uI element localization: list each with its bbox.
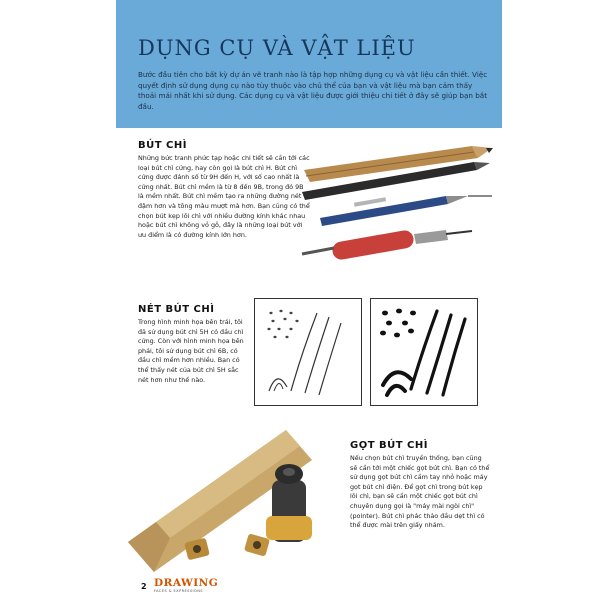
section-title-sharpening: GỌT BÚT CHÌ [350, 440, 428, 451]
section-body-sharpening: Nếu chọn bút chì truyền thống, bạn cũng sẽ cần tới một chiếc gọt bút chì. Bạn có thể sử dụng gọt bút chì cầm tay nhỏ hoặc máy gọt bút chì điện. Để gọt chì trong bút kẹp lõi chì, bạn sẽ cần một chiếc gọt bút chì chuyên dụng gọi là "máy mài ngòi chì" (pointer). Bút chì phác thảo đầu dẹt thì có thể được mài trên giấy nhám. [350, 454, 490, 530]
logo-subtext: FACES & EXPRESSIONS [154, 589, 203, 593]
header-band [116, 0, 502, 128]
page-number: 2 [141, 582, 147, 591]
section-body-pencils: Những bức tranh phức tạp hoặc chi tiết sẽ cần tới các loại bút chì cứng, hay còn gọi là bút chì H. Bút chì cứng được đánh số từ 9H đến H, với số cao nhất là cứng nhất. Bút chì mềm là từ 8 đến 9B, trong đó 9B là mềm nhất. Bút chì mềm tạo ra những đường nét đậm hơn và tông màu mượt mà hơn. Bạn cũng có thể chọn bút kẹp lõi chì với nhiều đường kính khác nhau hoặc bút chì không vỏ gỗ, đây là những loại bút với ưu điểm là có đường kính lớn hơn. [138, 154, 310, 239]
book-page [116, 0, 502, 600]
hand-sharpener-image-2 [244, 533, 270, 556]
sharpeners-illustration [116, 420, 346, 590]
intro-text: Bước đầu tiên cho bất kỳ dự án vẽ tranh nào là tập hợp những dụng cụ và vật liệu cần thiết. Việc quyết định sử dụng dụng cụ nào tùy thuộc vào chủ thể của bạn và vật liệu mà bạn cảm thấy thoải mái nhất khi sử dụng. Các dụng cụ và vật liệu được giới thiệu chi tiết ở đây sẽ giúp bạn bắt đầu. [138, 70, 488, 111]
section-body-strokes: Trong hình minh họa bên trái, tôi đã sử dụng bút chì 5H có đầu chì cứng. Còn với hình minh họa bên phải, tôi sử dụng bút chì 6B, có đầu chì mềm hơn nhiều. Bạn có thể thấy nét của bút chì 5H sắc nét hơn như thế nào. [138, 318, 244, 384]
mechanical-pencil-image [320, 196, 492, 226]
page-title: DỤNG CỤ VÀ VẬT LIỆU [138, 36, 416, 60]
clutch-pencil-image [302, 229, 472, 261]
stroke-sample-hard [254, 298, 362, 406]
pencils-illustration [296, 136, 496, 276]
section-title-strokes: NÉT BÚT CHÌ [138, 304, 215, 315]
section-title-pencils: BÚT CHÌ [138, 140, 187, 151]
logo-text: DRAWING [154, 577, 219, 589]
drawing-logo [154, 578, 218, 594]
stroke-sample-soft [370, 298, 478, 406]
